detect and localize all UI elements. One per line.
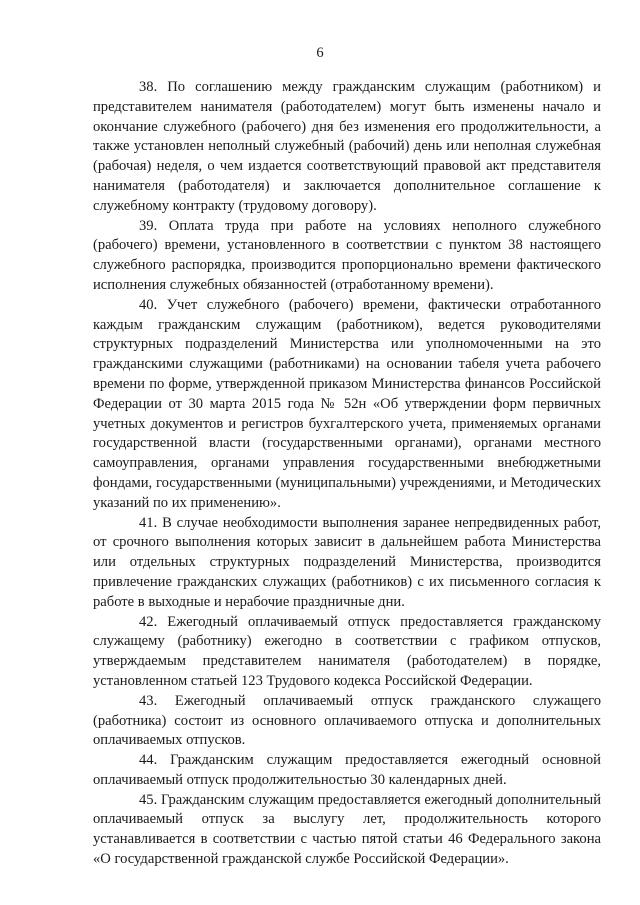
- paragraph-42: 42. Ежегодный оплачиваемый отпуск предоставляется гражданскому служащему (работнику) ежегодно в соответствии с графиком отпусков, утверждаемым представителем нанимателя (работодателем) в порядке, установленном статьей 123 Трудового кодекса Российской Федерации.: [93, 613, 601, 689]
- paragraph-43: 43. Ежегодный оплачиваемый отпуск гражданского служащего (работника) состоит из основного оплачиваемого отпуска и дополнительных оплачиваемых отпусков.: [93, 692, 601, 749]
- page-number: 6: [316, 45, 324, 61]
- paragraph-40: 40. Учет служебного (рабочего) времени, фактически отработанного каждым гражданским служащим (работником), ведется руководителями структурных подразделений Министерства или уполномоченными на это гражданскими служащими (работниками) на основании табеля учета рабочего времени по форме, утвержденной приказом Министерства финансов Российской Федерации от 30 марта 2015 года № 52н «Об утверждении форм первичных учетных документов и регистров бухгалтерского учета, применяемых органами государственной власти (государственными органами), органами местного самоуправления, органами управления государственными внебюджетными фондами, государственными (муниципальными) учреждениями, и Методических указаний по их применению».: [93, 296, 601, 511]
- paragraph-44: 44. Гражданским служащим предоставляется ежегодный основной оплачиваемый отпуск продолжительностью 30 календарных дней.: [93, 752, 601, 788]
- paragraph-41: 41. В случае необходимости выполнения заранее непредвиденных работ, от срочного выполнения которых зависит в дальнейшем работа Министерства или отдельных структурных подразделений Министерства, производится привлечение гражданских служащих (работников) с их письменного согласия к работе в выходные и нерабочие праздничные дни.: [93, 514, 601, 610]
- paragraph-45: 45. Гражданским служащим предоставляется ежегодный дополнительный оплачиваемый отпуск за выслугу лет, продолжительность которого устанавливается в соответствии с частью пятой статьи 46 Федерального закона «О государственной гражданской службе Российской Федерации».: [93, 791, 601, 868]
- paragraph-38: 38. По соглашению между гражданским служащим (работником) и представителем нанимателя (работодателем) могут быть изменены начало и окончание служебного (рабочего) дня без изменения его продолжительности, а также установлен неполный служебный (рабочий) день или неполная служебная (рабочая) неделя, о чем издается соответствующий правовой акт представителя нанимателя (работодателя) и заключается дополнительное соглашение к служебному контракту (трудовому договору).: [93, 79, 601, 214]
- paragraph-39: 39. Оплата труда при работе на условиях неполного служебного (рабочего) времени, установленного в соответствии с пунктом 38 настоящего служебного распорядка, производится пропорционально времени фактического исполнения служебных обязанностей (отработанному времени).: [93, 217, 601, 293]
- document-body: [93, 78, 601, 870]
